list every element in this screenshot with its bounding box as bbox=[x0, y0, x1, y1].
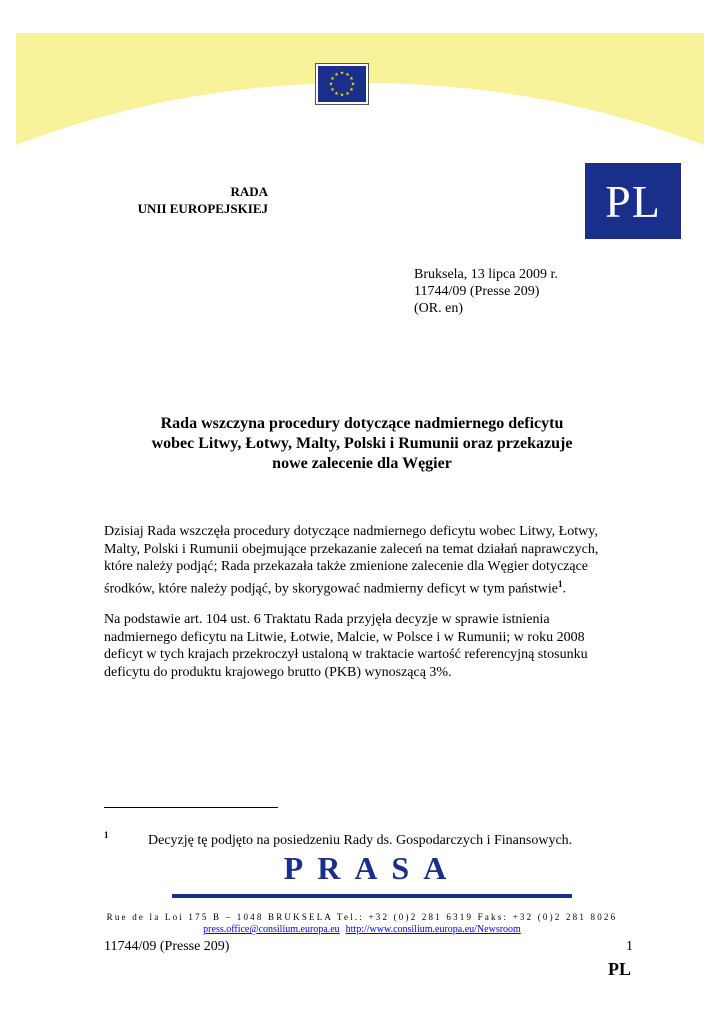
paragraph-line: Na podstawie art. 104 ust. 6 Traktatu Rada przyjęła decyzje w sprawie istnienia bbox=[104, 612, 550, 627]
flag-star-icon: ★ bbox=[345, 73, 350, 79]
language-badge: PL bbox=[585, 163, 681, 239]
paragraph-line: deficyt w tych krajach przekroczył ustaloną w traktacie wartość referencyjną stosunku bbox=[104, 647, 588, 662]
footer-reference: 11744/09 (Presse 209) bbox=[104, 939, 230, 954]
prasa-divider bbox=[172, 894, 572, 898]
title-line: Rada wszczyna procedury dotyczące nadmiernego deficytu bbox=[160, 415, 564, 432]
title-line: nowe zalecenie dla Węgier bbox=[272, 455, 452, 472]
flag-star-icon: ★ bbox=[349, 88, 354, 94]
prasa-heading: PRASA bbox=[283, 850, 461, 886]
flag-star-icon: ★ bbox=[339, 71, 345, 77]
footnote-reference[interactable]: 1 bbox=[557, 578, 563, 589]
email-link[interactable]: press.office@consilium.europa.eu bbox=[203, 924, 340, 935]
paragraph-line: które należy podjąć; Rada przekazała także zmienione zalecenie dla Węgier dotyczące bbox=[104, 559, 589, 574]
flag-star-icon: ★ bbox=[334, 92, 339, 98]
document-reference: 11744/09 (Presse 209) bbox=[414, 284, 540, 299]
eu-flag-icon bbox=[315, 63, 369, 105]
paragraph-line: Malty, Polski i Rumunii obejmujące przekazanie zaleceń na temat działań naprawczych, bbox=[104, 541, 599, 557]
council-line: UNII EUROPEJSKIEJ bbox=[137, 201, 268, 216]
body-paragraph-2 bbox=[104, 611, 624, 681]
flag-star-icon: ★ bbox=[328, 82, 334, 88]
flag-star-icon: ★ bbox=[345, 92, 350, 98]
council-line: RADA bbox=[230, 184, 268, 199]
body-paragraph-1 bbox=[104, 523, 624, 598]
website-link[interactable]: http://www.consilium.europa.eu/Newsroom bbox=[345, 924, 521, 935]
sentence-end: . bbox=[562, 581, 566, 597]
flag-star-icon: ★ bbox=[349, 77, 354, 83]
title-line: wobec Litwy, Łotwy, Malty, Polski i Rumunii oraz przekazuje bbox=[151, 435, 573, 452]
page-number: 1 bbox=[626, 939, 633, 954]
footer-language: PL bbox=[608, 959, 632, 979]
flag-star-icon: ★ bbox=[339, 93, 345, 99]
flag-star-icon: ★ bbox=[330, 77, 335, 83]
flag-star-icon: ★ bbox=[330, 88, 335, 94]
flag-star-icon: ★ bbox=[350, 82, 356, 88]
footnote-divider bbox=[104, 807, 278, 808]
footnote-mark: 1 bbox=[104, 830, 109, 840]
paragraph-line: nadmiernego deficytu na Litwie, Łotwie, Malcie, w Polsce i w Rumunii; w roku 2008 bbox=[104, 629, 585, 645]
press-release-title bbox=[80, 414, 644, 474]
paragraph-text: środków, które należy podjąć, by skorygować nadmierny deficyt w tym państwie bbox=[104, 581, 558, 597]
paragraph-line: Dzisiaj Rada wszczęła procedury dotyczące nadmiernego deficytu wobec Litwy, Łotwy, bbox=[104, 524, 598, 539]
flag-star-icon: ★ bbox=[334, 73, 339, 79]
footnote-text: Decyzję tę podjęto na posiedzeniu Rady ds. Gospodarczych i Finansowych. bbox=[148, 833, 573, 848]
paragraph-line: deficytu do produktu krajowego brutto (PKB) wynoszącą 3%. bbox=[104, 664, 452, 680]
document-meta bbox=[414, 266, 558, 317]
council-name bbox=[100, 183, 268, 217]
place-date: Bruksela, 13 lipca 2009 r. bbox=[414, 267, 558, 282]
original-language: (OR. en) bbox=[414, 301, 463, 316]
paragraph-line bbox=[104, 576, 624, 598]
contact-links bbox=[0, 924, 724, 935]
press-office-address: Rue de la Loi 175 B – 1048 BRUKSELA Tel.: +32 (0)2 281 6319 Faks: +32 (0)2 281 8026 bbox=[106, 912, 618, 922]
